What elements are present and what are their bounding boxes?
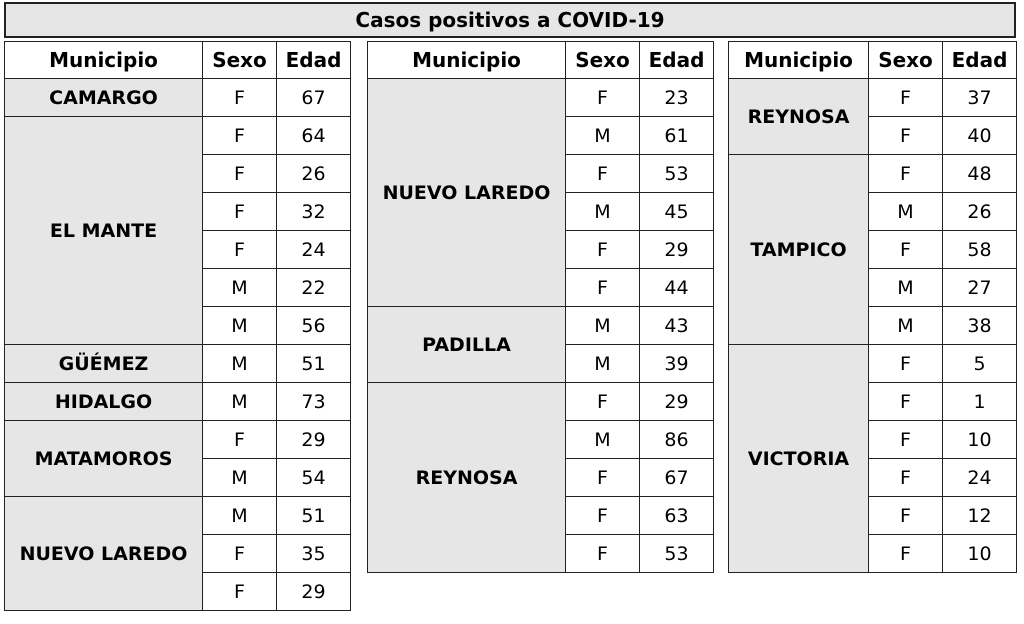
edad-cell: 1 (943, 383, 1017, 421)
header-municipio: Municipio (729, 42, 869, 79)
sexo-cell: F (869, 345, 943, 383)
municipio-cell: CAMARGO (5, 79, 203, 117)
edad-cell: 37 (943, 79, 1017, 117)
edad-cell: 45 (640, 193, 714, 231)
edad-cell: 10 (943, 421, 1017, 459)
table-row (5, 117, 351, 155)
edad-cell: 26 (277, 155, 351, 193)
municipio-cell: NUEVO LAREDO (368, 79, 566, 307)
sexo-cell: F (203, 231, 277, 269)
edad-cell: 53 (640, 535, 714, 573)
edad-cell: 12 (943, 497, 1017, 535)
edad-cell: 73 (277, 383, 351, 421)
edad-cell: 39 (640, 345, 714, 383)
sexo-cell: M (869, 307, 943, 345)
sexo-cell: F (203, 573, 277, 611)
sexo-cell: F (869, 459, 943, 497)
edad-cell: 56 (277, 307, 351, 345)
sexo-cell: F (869, 155, 943, 193)
table-row (368, 383, 714, 421)
edad-cell: 67 (277, 79, 351, 117)
municipio-cell: TAMPICO (729, 155, 869, 345)
header-row (5, 42, 351, 79)
edad-cell: 40 (943, 117, 1017, 155)
sexo-cell: M (203, 307, 277, 345)
page-title: Casos positivos a COVID-19 (4, 2, 1016, 38)
edad-cell: 24 (277, 231, 351, 269)
edad-cell: 67 (640, 459, 714, 497)
header-municipio: Municipio (368, 42, 566, 79)
table-row (5, 497, 351, 535)
header-edad: Edad (640, 42, 714, 79)
sexo-cell: M (203, 269, 277, 307)
sexo-cell: M (869, 269, 943, 307)
municipio-cell: PADILLA (368, 307, 566, 383)
sexo-cell: M (566, 345, 640, 383)
table-row (729, 79, 1017, 117)
sexo-cell: M (566, 117, 640, 155)
table-row (368, 79, 714, 117)
header-edad: Edad (277, 42, 351, 79)
municipio-cell: REYNOSA (729, 79, 869, 155)
sexo-cell: F (566, 459, 640, 497)
edad-cell: 51 (277, 345, 351, 383)
municipio-cell: REYNOSA (368, 383, 566, 573)
header-row (729, 42, 1017, 79)
edad-cell: 51 (277, 497, 351, 535)
municipio-cell: EL MANTE (5, 117, 203, 345)
sexo-cell: F (869, 535, 943, 573)
edad-cell: 29 (277, 573, 351, 611)
edad-cell: 5 (943, 345, 1017, 383)
edad-cell: 53 (640, 155, 714, 193)
sexo-cell: M (203, 383, 277, 421)
sexo-cell: F (203, 155, 277, 193)
sexo-cell: F (869, 79, 943, 117)
municipio-cell: MATAMOROS (5, 421, 203, 497)
sexo-cell: F (566, 155, 640, 193)
edad-cell: 54 (277, 459, 351, 497)
sexo-cell: F (566, 497, 640, 535)
header-municipio: Municipio (5, 42, 203, 79)
edad-cell: 61 (640, 117, 714, 155)
sexo-cell: F (203, 117, 277, 155)
sexo-cell: M (566, 421, 640, 459)
edad-cell: 27 (943, 269, 1017, 307)
edad-cell: 23 (640, 79, 714, 117)
table-row (729, 345, 1017, 383)
sexo-cell: F (869, 497, 943, 535)
edad-cell: 29 (640, 231, 714, 269)
edad-cell: 58 (943, 231, 1017, 269)
edad-cell: 22 (277, 269, 351, 307)
edad-cell: 24 (943, 459, 1017, 497)
cases-table-1 (4, 41, 351, 611)
sexo-cell: M (203, 497, 277, 535)
table-row (5, 421, 351, 459)
edad-cell: 44 (640, 269, 714, 307)
sexo-cell: M (869, 193, 943, 231)
sexo-cell: M (566, 307, 640, 345)
sexo-cell: F (203, 535, 277, 573)
sexo-cell: F (203, 193, 277, 231)
municipio-cell: GÜÉMEZ (5, 345, 203, 383)
sexo-cell: F (203, 421, 277, 459)
edad-cell: 29 (277, 421, 351, 459)
edad-cell: 43 (640, 307, 714, 345)
table-row (5, 79, 351, 117)
table-row (5, 383, 351, 421)
sexo-cell: F (566, 231, 640, 269)
edad-cell: 26 (943, 193, 1017, 231)
header-sexo: Sexo (566, 42, 640, 79)
cases-table-3 (728, 41, 1017, 573)
edad-cell: 63 (640, 497, 714, 535)
edad-cell: 64 (277, 117, 351, 155)
sexo-cell: F (203, 79, 277, 117)
header-row (368, 42, 714, 79)
edad-cell: 29 (640, 383, 714, 421)
sexo-cell: F (566, 383, 640, 421)
edad-cell: 35 (277, 535, 351, 573)
edad-cell: 38 (943, 307, 1017, 345)
header-sexo: Sexo (869, 42, 943, 79)
edad-cell: 32 (277, 193, 351, 231)
municipio-cell: HIDALGO (5, 383, 203, 421)
sexo-cell: F (869, 421, 943, 459)
sexo-cell: F (566, 79, 640, 117)
edad-cell: 48 (943, 155, 1017, 193)
municipio-cell: NUEVO LAREDO (5, 497, 203, 611)
table-row (368, 307, 714, 345)
table-row (729, 155, 1017, 193)
sexo-cell: F (869, 383, 943, 421)
table-row (5, 345, 351, 383)
sexo-cell: F (566, 269, 640, 307)
sexo-cell: F (566, 535, 640, 573)
sexo-cell: M (203, 345, 277, 383)
sexo-cell: F (869, 117, 943, 155)
edad-cell: 10 (943, 535, 1017, 573)
sexo-cell: F (869, 231, 943, 269)
sexo-cell: M (203, 459, 277, 497)
header-edad: Edad (943, 42, 1017, 79)
edad-cell: 86 (640, 421, 714, 459)
sexo-cell: M (566, 193, 640, 231)
municipio-cell: VICTORIA (729, 345, 869, 573)
header-sexo: Sexo (203, 42, 277, 79)
cases-table-2 (367, 41, 714, 573)
